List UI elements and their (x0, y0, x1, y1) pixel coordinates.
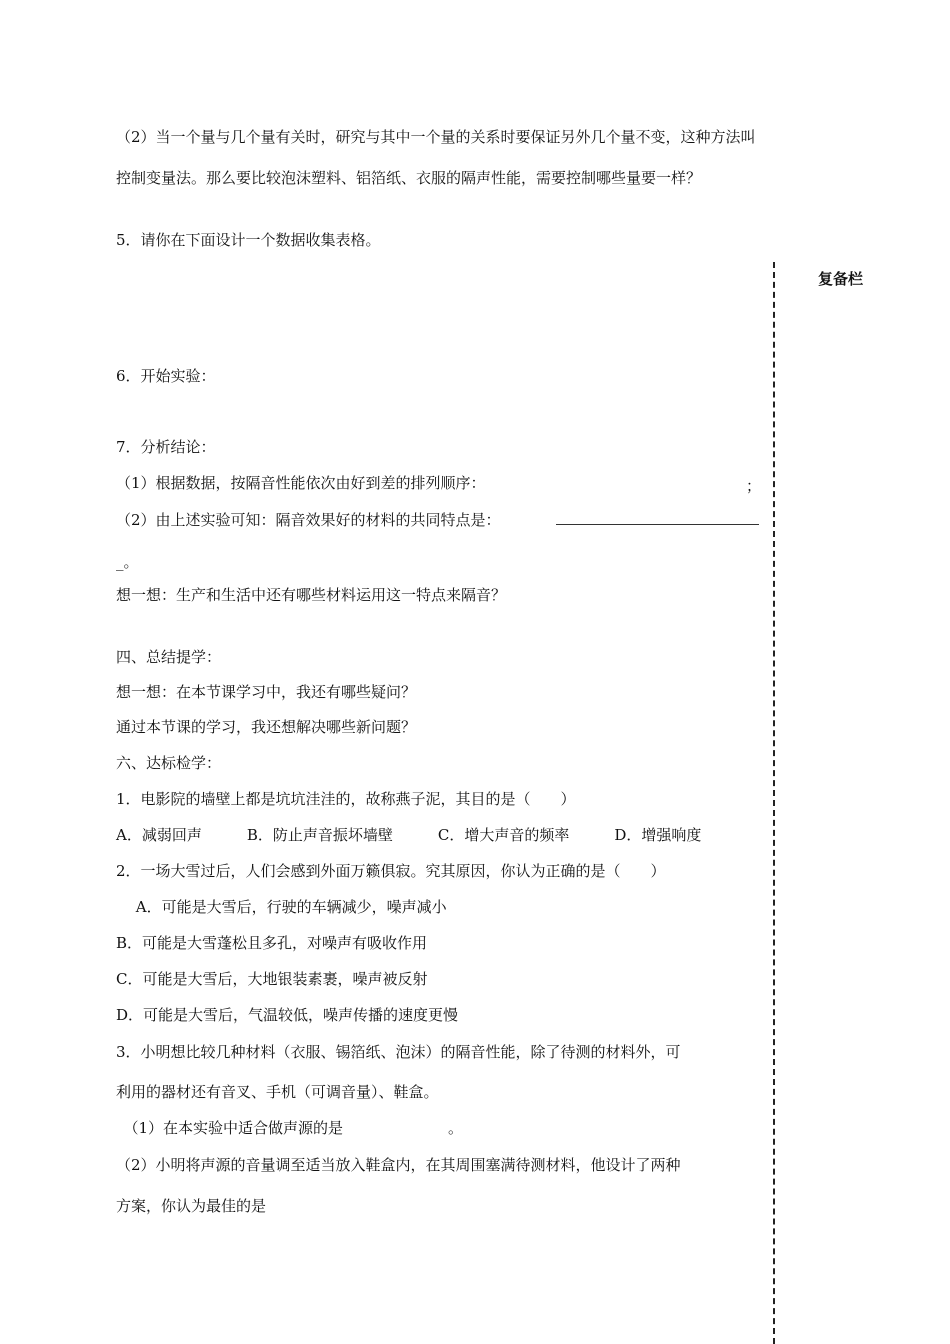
question-7-2: （2）由上述实验可知：隔音效果好的材料的共同特点是： (116, 511, 501, 529)
exercise-2-option-b: B．可能是大雪蓬松且多孔，对噪声有吸收作用 (116, 934, 428, 952)
exercise-2-option-c: C．可能是大雪后，大地银装素裹，噪声被反射 (116, 970, 428, 988)
section-heading: 四、总结提学： (116, 648, 222, 666)
paragraph-line: （2）当一个量与几个量有关时，研究与其中一个量的关系时要保证另外几个量不变，这种方法叫 (116, 128, 756, 146)
margin-divider (773, 262, 775, 1344)
question-7-1-end: ； (746, 477, 762, 495)
question-6: 6．开始实验： (116, 367, 216, 385)
exercise-2: 2．一场大雪过后，人们会感到外面万籁俱寂。究其原因，你认为正确的是（ ） (116, 862, 666, 880)
exercise-3: 3．小明想比较几种材料（衣服、锡箔纸、泡沫）的隔音性能，除了待测的材料外，可 (116, 1043, 681, 1061)
exercise-2-option-d: D．可能是大雪后，气温较低，噪声传播的速度更慢 (116, 1006, 459, 1024)
think-question: 想一想：在本节课学习中，我还有哪些疑问？ (116, 683, 417, 701)
exercise-1-options: A．减弱回声 B．防止声音振坏墙壁 C．增大声音的频率 D．增强响度 (116, 826, 702, 844)
exercise-3-2: （2）小明将声源的音量调至适当放入鞋盒内，在其周围塞满待测材料，他设计了两种 (116, 1156, 681, 1174)
question-7-2-end: _。 (116, 553, 139, 571)
exercise-2-option-a: A．可能是大雪后，行驶的车辆减少，噪声减小 (116, 898, 447, 916)
exercise-3-2-cont: 方案，你认为最佳的是 (116, 1197, 267, 1215)
exercise-1: 1．电影院的墙壁上都是坑坑洼洼的，故称燕子泥，其目的是（ ） (116, 790, 576, 808)
think-question: 想一想：生产和生活中还有哪些材料运用这一特点来隔音？ (116, 586, 507, 604)
exercise-3-cont: 利用的器材还有音叉、手机（可调音量）、鞋盒。 (116, 1083, 439, 1101)
section-heading: 六、达标检学： (116, 754, 222, 772)
question-7: 7．分析结论： (116, 438, 216, 456)
reflection-line: 通过本节课的学习，我还想解决哪些新问题？ (116, 718, 417, 736)
paragraph-line: 控制变量法。那么要比较泡沫塑料、铝箔纸、衣服的隔声性能，需要控制哪些量要一样？ (116, 169, 702, 187)
question-7-1: （1）根据数据，按隔音性能依次由好到差的排列顺序： (116, 474, 486, 492)
question-5: 5．请你在下面设计一个数据收集表格。 (116, 231, 381, 249)
exercise-3-1: （1）在本实验中适合做声源的是 。 (116, 1119, 464, 1137)
sidebar-title: 复备栏 (818, 270, 864, 288)
answer-blank-line (556, 510, 759, 525)
